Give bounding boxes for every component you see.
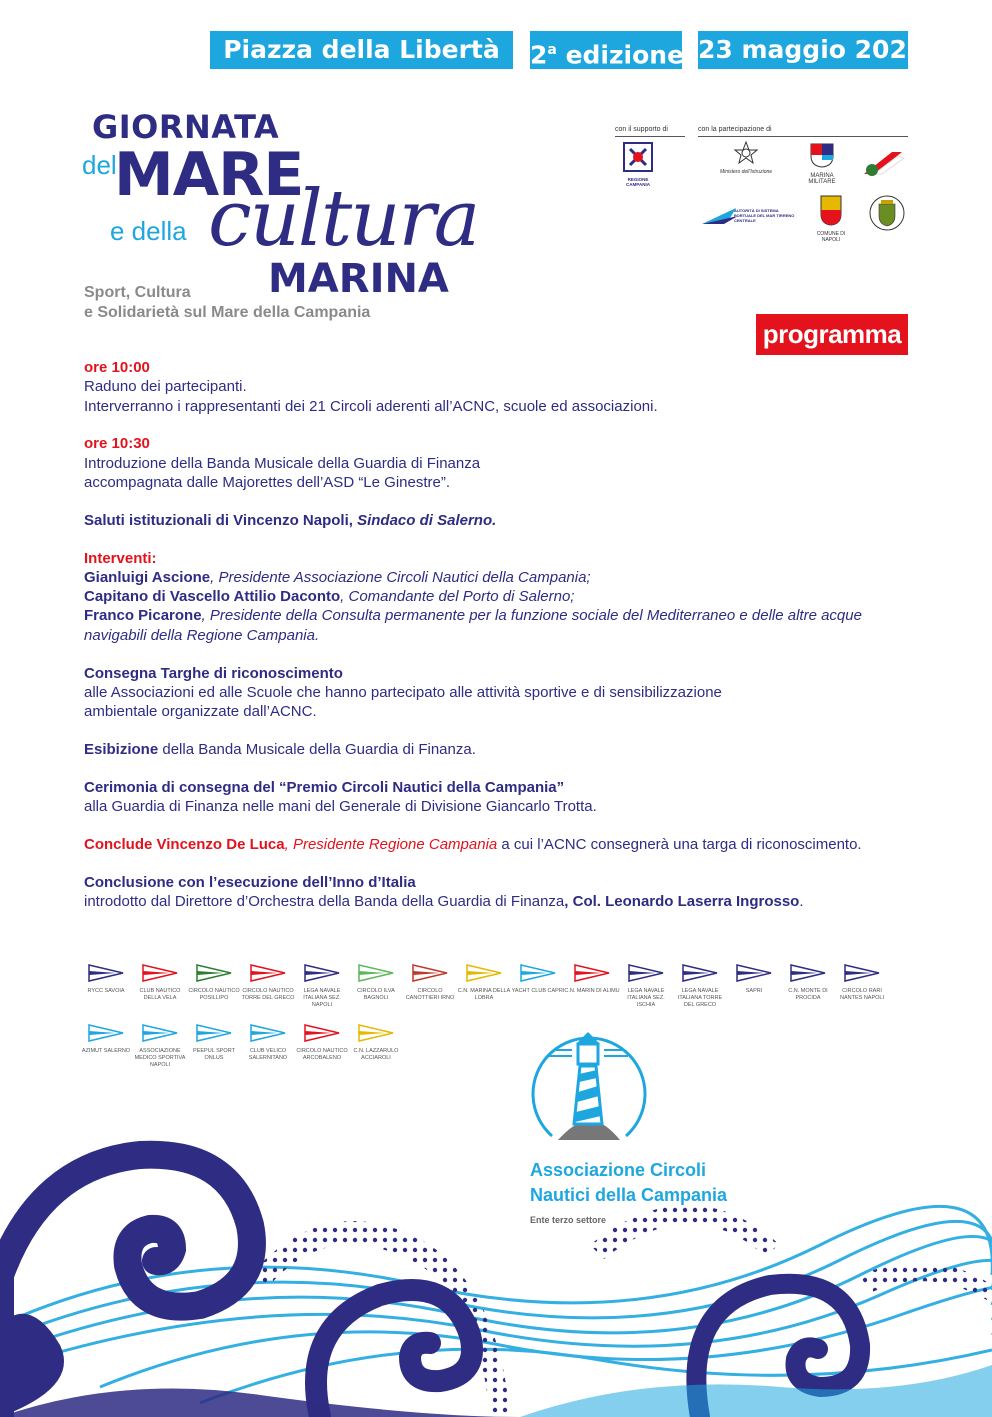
club-logo (186, 962, 242, 1002)
logo-marina-militare (800, 140, 844, 185)
conclude-italic: , Presidente Regione Campania (284, 835, 498, 853)
club-name: CIRCOLO NAUTICO TORRE DEL GRECO (241, 988, 295, 1001)
club-name: AZIMUT SALERNO (81, 1048, 131, 1054)
wave-decoration (0, 1125, 992, 1417)
date-text: 23 maggio 2023 (698, 35, 925, 64)
club-burgee-icon (734, 962, 774, 984)
edition-word: edizione (565, 40, 685, 70)
club-logo (834, 962, 890, 1002)
club-name: CIRCOLO ILVA BAGNOLI (357, 988, 395, 1001)
club-logo (348, 1022, 404, 1062)
club-logo (132, 1022, 188, 1069)
club-burgee-icon (302, 1022, 342, 1044)
club-name: C.N. MARIN DI ALIMU (564, 988, 620, 994)
subtitle-line-2: e Solidarietà sul Mare della Campania (84, 304, 371, 321)
premio-line-1: alla Guardia di Finanza nelle mani del Generale di Divisione Giancarlo Trotta. (84, 798, 597, 816)
club-logo (132, 962, 188, 1002)
coast-guard-icon (862, 150, 906, 178)
club-name: CLUB NAUTICO DELLA VELA (139, 988, 181, 1001)
t1-line-1: Raduno dei partecipanti. (84, 378, 247, 396)
club-burgee-icon (680, 962, 720, 984)
premio-title: Cerimonia di consegna del “Premio Circoli Nautici della Campania” (84, 778, 565, 796)
subtitle-line-1: Sport, Cultura (84, 284, 191, 301)
title-marina: MARINA (268, 256, 449, 302)
club-burgee-icon (248, 962, 288, 984)
program-block-conclude (84, 835, 924, 854)
title-cultura: cultura (208, 174, 479, 264)
club-burgee-icon (140, 962, 180, 984)
club-burgee-icon (356, 1022, 396, 1044)
program-block-premio (84, 778, 924, 817)
program-block-1000 (84, 358, 924, 416)
saluti-text: Saluti istituzionali di Vincenzo Napoli, (84, 511, 358, 529)
interventi-heading: Interventi: (84, 549, 157, 567)
acnc-name-line-2: Nautici della Campania (530, 1185, 728, 1205)
club-logo (294, 1022, 350, 1062)
subtitle (84, 283, 370, 323)
napoli-shield-icon (819, 194, 843, 226)
t2-line-1: Introduzione della Banda Musicale della Guardia di Finanza (84, 454, 481, 472)
club-burgee-icon (626, 962, 666, 984)
logo-ministero (716, 140, 776, 175)
date-banner (698, 31, 925, 69)
speaker-2-name: Capitano di Vascello Attilio Daconto (84, 588, 341, 606)
inno-title: Conclusione con l’esecuzione dell’Inno d’Italia (84, 873, 416, 891)
speaker-3-role: , Presidente della Consulta permanente per la funzione sociale del Mediterraneo e delle altre acque navigabili della Regione Campania. (84, 607, 862, 644)
program-block-interventi (84, 549, 924, 645)
esibizione-bold: Esibizione (84, 740, 159, 758)
acnc-subtitle: Ente terzo settore (530, 1215, 607, 1225)
program-block-saluti (84, 511, 924, 530)
saluti-role: Sindaco di Salerno. (357, 511, 497, 529)
club-name: ASSOCIAZIONE MEDICO SPORTIVA NAPOLI (134, 1048, 186, 1068)
club-logo (240, 1022, 296, 1062)
conclude-bold: Conclude Vincenzo De Luca (84, 835, 285, 853)
club-logo (78, 1022, 134, 1055)
logo-guardia-costiera (862, 150, 906, 183)
time-1000: ore 10:00 (84, 359, 150, 376)
title-mare: MARE (114, 140, 304, 210)
club-burgee-icon (518, 962, 558, 984)
club-name: CIRCOLO NAUTICO ARCOBALENO (296, 1048, 348, 1061)
club-burgee-icon (464, 962, 504, 984)
speaker-3-name: Franco Picarone (84, 607, 202, 625)
place-banner (210, 31, 513, 69)
club-name: LEGA NAVALE ITALIANA TORRE DEL GRECO (677, 988, 723, 1008)
navy-bottom-swell (0, 1389, 520, 1417)
edition-number: 2 (530, 40, 548, 70)
targhe-line-2: ambientale organizzate dall’ACNC. (84, 703, 317, 721)
logo-comune-napoli (808, 194, 854, 243)
program-schedule (84, 358, 924, 930)
club-logo (564, 962, 620, 995)
inno-line-1: introdotto dal Direttore d’Orchestra della Banda della Guardia di Finanza (84, 892, 565, 910)
title-del: del (82, 150, 117, 180)
club-logo (780, 962, 836, 1002)
club-burgee-icon (86, 962, 126, 984)
title-e-della: e della (110, 216, 187, 246)
club-burgee-icon (788, 962, 828, 984)
acnc-name-line-1: Associazione Circoli (530, 1160, 707, 1180)
inno-bold: , Col. Leonardo Laserra Ingrosso (564, 892, 800, 910)
club-logo (402, 962, 458, 1002)
club-name: YACHT CLUB CAPRI (511, 988, 565, 994)
club-name: LEGA NAVALE ITALIANA SEZ. NAPOLI (303, 988, 341, 1008)
title-giornata: GIORNATA (92, 108, 280, 146)
ministero-caption: Ministero dell'Istruzione (719, 169, 773, 175)
partner-divider (698, 136, 908, 137)
club-burgee-icon (140, 1022, 180, 1044)
partner-label: con la partecipazione di (698, 126, 772, 133)
t1-line-2: Interverranno i rappresentanti dei 21 Circoli aderenti all’ACNC, scuole ed associazioni. (84, 397, 658, 415)
club-burgee-icon (194, 1022, 234, 1044)
targhe-title: Consegna Targhe di riconoscimento (84, 664, 343, 682)
emblem-italy-icon (734, 140, 758, 164)
programma-label: programma (756, 314, 908, 355)
logo-comune-salerno (868, 192, 906, 239)
club-name: SAPRI (745, 988, 763, 994)
club-name: C.N. MARINA DELLA LOBRA (457, 988, 511, 1001)
club-burgee-icon (86, 1022, 126, 1044)
support-label: con il supporto di (615, 126, 668, 133)
club-name: C.N. LAZZARULO ACCIAROLI (353, 1048, 399, 1061)
program-block-esibizione (84, 740, 924, 759)
club-name: PEEPUL SPORT ONLUS (193, 1048, 235, 1061)
club-burgee-icon (302, 962, 342, 984)
club-burgee-icon (356, 962, 396, 984)
club-logo (240, 962, 296, 1002)
club-logo (510, 962, 566, 995)
club-name: C.N. MONTE DI PROCIDA (788, 988, 828, 1001)
club-burgee-icon (194, 962, 234, 984)
club-logo (456, 962, 512, 1002)
regione-shield-icon (618, 142, 658, 172)
conclude-rest: a cui l’ACNC consegnerà una targa di riconoscimento. (497, 835, 862, 853)
club-burgee-icon (572, 962, 612, 984)
program-block-inno (84, 873, 924, 912)
club-logo (672, 962, 728, 1009)
edition-banner (530, 31, 685, 70)
speaker-2-role: , Comandante del Porto di Salerno; (340, 588, 575, 606)
club-burgee-icon (842, 962, 882, 984)
inno-end: . (799, 892, 804, 910)
esibizione-rest: della Banda Musicale della Guardia di Finanza. (158, 740, 476, 758)
regione-caption: REGIONE CAMPANIA (626, 177, 650, 187)
club-name: CIRCOLO NAUTICO POSILLIPO (188, 988, 240, 1001)
logo-autorita-portuale (700, 204, 798, 233)
autorita-caption: AUTORITÀ DI SISTEMA PORTUALE DEL MAR TIRRENO CENTRALE (734, 208, 795, 223)
program-block-targhe (84, 664, 924, 722)
speaker-1-name: Gianluigi Ascione (84, 568, 211, 586)
place-text: Piazza della Libertà (223, 35, 500, 64)
speaker-1-role: , Presidente Associazione Circoli Nautici della Campania; (210, 568, 591, 586)
club-logo (294, 962, 350, 1009)
support-divider (615, 136, 685, 137)
edition-superscript: a (547, 42, 557, 58)
club-name: CIRCOLO CANOTTIERI IRNO (405, 988, 455, 1001)
cyan-bottom-swell (520, 1365, 992, 1417)
comune-caption: COMUNE DI NAPOLI (816, 231, 846, 243)
club-logo (78, 962, 134, 995)
club-logo (348, 962, 404, 1002)
club-logo (618, 962, 674, 1009)
t2-line-2: accompagnata dalle Majorettes dell’ASD “Le Ginestre”. (84, 473, 451, 491)
logo-regione-campania (618, 142, 658, 187)
program-block-1030 (84, 434, 924, 492)
club-burgee-icon (248, 1022, 288, 1044)
club-logo (726, 962, 782, 995)
time-1030: ore 10:30 (84, 435, 150, 453)
club-name: CLUB VELICO SALERNITANO (248, 1048, 288, 1061)
club-name: LEGA NAVALE ITALIANA SEZ. ISCHIA (627, 988, 665, 1008)
navy-crest-icon (807, 140, 837, 168)
club-name: CIRCOLO RARI NANTES NAPOLI (839, 988, 884, 1001)
salerno-seal-icon (868, 192, 906, 234)
marina-caption: MARINA MILITARE (808, 173, 836, 185)
club-name: RYCC SAVOIA (87, 988, 125, 994)
club-logo (186, 1022, 242, 1062)
targhe-line-1: alle Associazioni ed alle Scuole che hanno partecipato alle attività sportive e di sensibilizzazione (84, 683, 722, 701)
club-burgee-icon (410, 962, 450, 984)
